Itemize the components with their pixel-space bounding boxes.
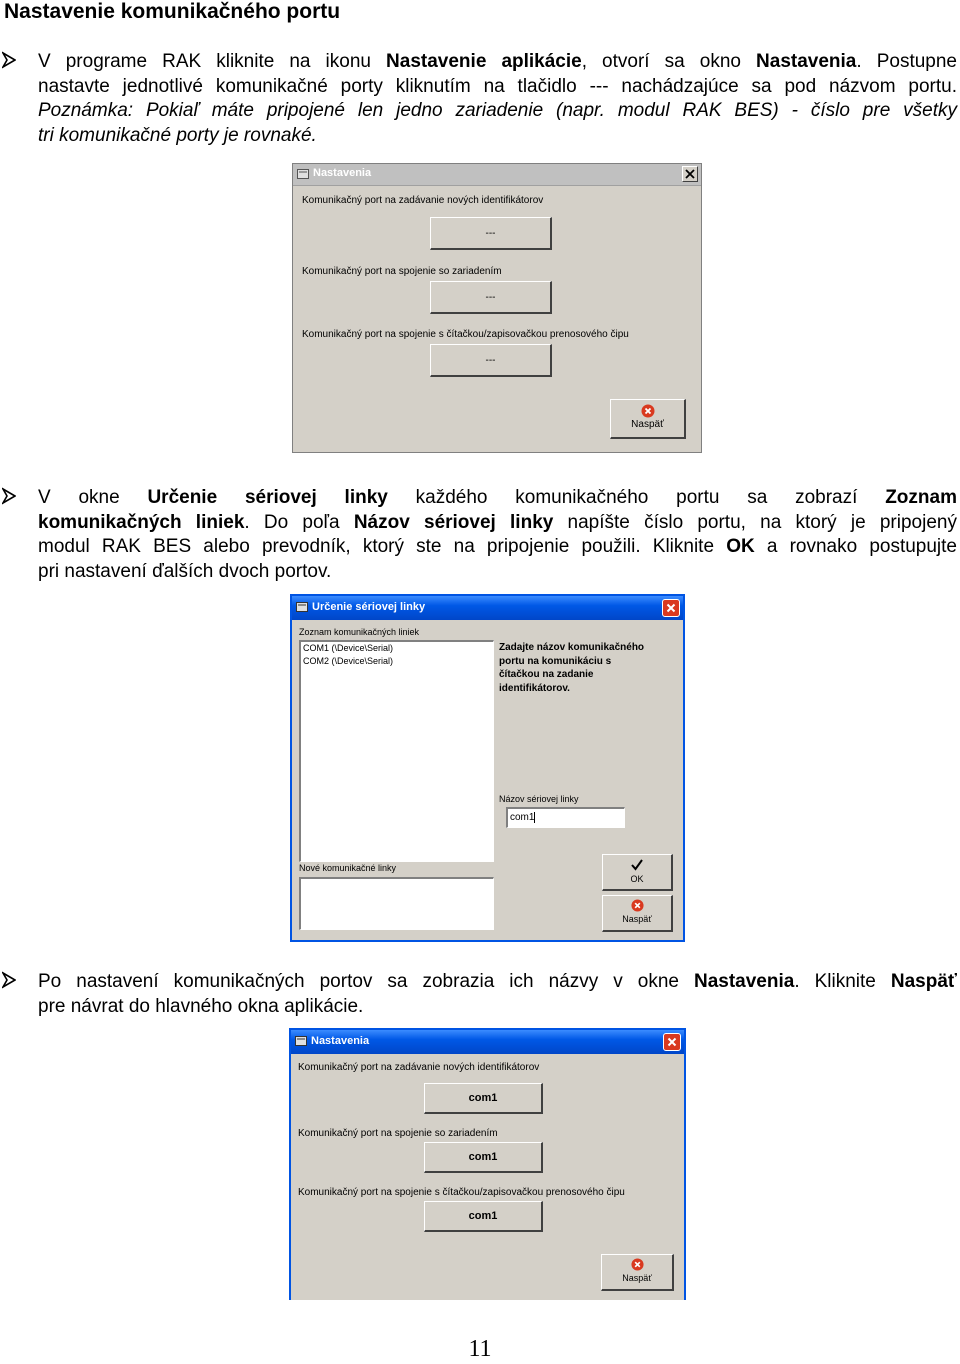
text-run-bold: Nastavenie aplikácie <box>386 51 582 72</box>
close-button[interactable] <box>662 599 680 617</box>
prompt-line: čítačkou na zadanie <box>499 669 594 680</box>
window-title: Nastavenia <box>313 167 372 179</box>
label-new-identifiers-port: Komunikačný port na zadávanie nových identifikátorov <box>298 1062 540 1073</box>
text-run: . Kliknite <box>794 971 891 992</box>
text-run: , otvorí sa okno <box>581 51 757 72</box>
note-text: tri komunikačné porty je rovnaké. <box>38 124 317 146</box>
text-run: napíšte číslo portu, na ktorý je pripojený <box>553 511 957 533</box>
port-button-new-identifiers[interactable]: --- <box>430 217 552 250</box>
text-run-bold: Nastavenia <box>756 51 857 72</box>
port-button-reader[interactable]: --- <box>430 344 552 377</box>
list-item[interactable]: COM1 (\Device\Serial) <box>303 643 394 653</box>
text-run: modul RAK BES alebo prevodník, ktorý ste na pripojenie použili. Kliknite <box>38 536 727 557</box>
serial-name-label: Názov sériovej linky <box>499 794 579 804</box>
checkmark-icon <box>630 858 644 872</box>
note-text: : Pokiaľ máte pripojené len jedno zariadenie (napr. modul RAK BES) - číslo pre všetky <box>127 100 957 121</box>
comm-lines-list[interactable] <box>299 640 494 862</box>
text-cursor <box>534 812 535 823</box>
text-run-bold: Zoznam <box>885 487 957 508</box>
port-button-device[interactable]: --- <box>430 281 552 314</box>
app-icon <box>297 169 309 179</box>
text-line: pre návrat do hlavného okna aplikácie. <box>38 995 364 1017</box>
prompt-line: Zadajte názov komunikačného <box>499 642 645 653</box>
port-button-reader[interactable]: com1 <box>424 1201 543 1232</box>
page-number: 11 <box>468 1336 492 1362</box>
text-run: . Do poľa <box>244 511 354 533</box>
arrow-bullet-icon <box>2 971 16 989</box>
serial-line-dialog <box>290 594 685 942</box>
page-heading: Nastavenie komunikačného portu <box>4 0 341 23</box>
text-line: nastavte jednotlivé komunikačné porty kliknutím na tlačidlo --- nachádzajúce sa pod názvom portu. <box>38 75 957 97</box>
text-run: každého komunikačného portu sa zobrazí <box>387 487 886 508</box>
title-bar <box>291 1030 684 1054</box>
text-run-bold: OK <box>726 536 755 557</box>
ok-button[interactable] <box>602 854 673 891</box>
close-icon <box>663 600 679 616</box>
serial-name-input[interactable] <box>506 807 625 828</box>
bullet-3-text <box>38 970 957 1019</box>
label-device-port: Komunikačný port na spojenie so zariadením <box>302 266 502 277</box>
list-item[interactable]: COM2 (\Device\Serial) <box>303 656 394 666</box>
back-button[interactable] <box>610 399 686 439</box>
prompt-line: portu na komunikáciu s <box>499 655 612 667</box>
back-button-label: Naspäť <box>631 419 664 430</box>
new-lines-label: Nové komunikačné linky <box>299 863 397 873</box>
text-run: V okne <box>38 487 148 508</box>
text-run: . Postupne <box>856 51 957 72</box>
text-run: V programe RAK kliknite na ikonu <box>38 51 387 72</box>
text-line: pri nastavení ďalších dvoch portov. <box>38 560 332 582</box>
label-new-identifiers-port: Komunikačný port na zadávanie nových identifikátorov <box>302 195 544 206</box>
cancel-icon <box>631 1258 644 1271</box>
cancel-icon <box>631 899 644 912</box>
title-bar <box>292 596 683 620</box>
serial-name-value: com1 <box>510 812 535 823</box>
bullet-2-text <box>38 486 957 584</box>
back-button[interactable] <box>602 895 673 932</box>
arrow-bullet-icon <box>2 487 16 505</box>
label-reader-port: Komunikačný port na spojenie s čítačkou/zapisovačkou prenosového čipu <box>302 329 629 340</box>
back-button-label: Naspäť <box>622 914 652 924</box>
note-label: Poznámka <box>38 100 128 121</box>
comm-lines-list-label: Zoznam komunikačných liniek <box>299 627 420 637</box>
arrow-bullet-icon <box>2 51 16 69</box>
port-button-new-identifiers[interactable]: com1 <box>424 1083 543 1114</box>
new-lines-list[interactable] <box>299 877 494 930</box>
settings-dialog-2 <box>289 1028 686 1300</box>
close-button[interactable] <box>663 1033 681 1051</box>
title-bar <box>293 164 701 186</box>
close-icon <box>664 1034 680 1050</box>
port-button-device[interactable]: com1 <box>424 1142 543 1173</box>
label-reader-port: Komunikačný port na spojenie s čítačkou/zapisovačkou prenosového čipu <box>298 1187 625 1198</box>
close-icon <box>683 167 697 181</box>
ok-button-label: OK <box>630 874 644 884</box>
back-button[interactable] <box>601 1254 674 1291</box>
window-title: Nastavenia <box>311 1035 370 1047</box>
close-button[interactable] <box>682 166 698 182</box>
label-device-port: Komunikačný port na spojenie so zariadením <box>298 1128 498 1139</box>
text-run: a rovnako postupujte <box>754 536 957 557</box>
text-run-bold: komunikačných liniek <box>38 511 245 533</box>
text-run-bold: Názov sériovej linky <box>353 511 554 533</box>
text-run-bold: Určenie sériovej linky <box>147 487 388 508</box>
bullet-1-text <box>38 50 957 148</box>
text-run-bold: Nastavenia <box>693 971 795 992</box>
settings-dialog-1 <box>292 163 702 453</box>
app-icon <box>295 1036 307 1046</box>
cancel-icon <box>641 404 655 418</box>
prompt-text <box>499 641 644 695</box>
text-run: Po nastavení komunikačných portov sa zobrazia ich názvy v okne <box>38 971 694 992</box>
back-button-label: Naspäť <box>622 1273 652 1283</box>
text-run-bold: Naspäť <box>890 971 957 992</box>
app-icon <box>296 602 308 612</box>
window-title: Určenie sériovej linky <box>312 601 426 613</box>
prompt-line: identifikátorov. <box>499 682 570 694</box>
